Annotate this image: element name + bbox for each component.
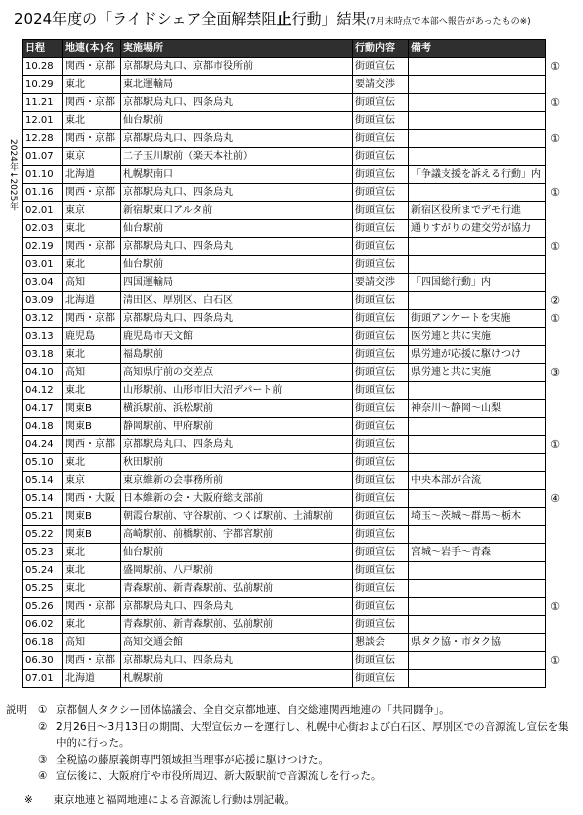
cell-action: 街頭宣伝 (353, 130, 409, 148)
cell-place: 札幌駅前 (121, 670, 353, 688)
cell-date: 03.18 (23, 346, 63, 364)
note-text: 全税協の藤原義朗専門領域担当理事が応援に駆けつけた。 (56, 753, 329, 766)
cell-action: 街頭宣伝 (353, 418, 409, 436)
footnote-mark: ※ (24, 794, 33, 806)
table-row (23, 634, 546, 652)
cell-date: 03.13 (23, 328, 63, 346)
cell-action: 街頭宣伝 (353, 580, 409, 598)
note-number: ② (38, 720, 48, 733)
cell-place: 京都駅烏丸口、四条烏丸 (121, 310, 353, 328)
cell-action: 街頭宣伝 (353, 58, 409, 76)
cell-place: 京都駅烏丸口、四条烏丸 (121, 130, 353, 148)
cell-region: 関東B (63, 526, 121, 544)
note-mark: ① (550, 95, 560, 109)
cell-action: 街頭宣伝 (353, 166, 409, 184)
header-action: 行動内容 (353, 40, 409, 58)
cell-action: 街頭宣伝 (353, 202, 409, 220)
table-body (23, 58, 546, 688)
cell-date: 05.14 (23, 490, 63, 508)
table-row (23, 544, 546, 562)
table-row (23, 562, 546, 580)
cell-action: 要請交渉 (353, 274, 409, 292)
cell-note (409, 580, 546, 598)
header-place: 実施場所 (121, 40, 353, 58)
footnote-text: 東京地連と福岡地連による音源流し行動は別記載。 (53, 794, 295, 806)
cell-date: 10.28 (23, 58, 63, 76)
cell-region: 東京 (63, 202, 121, 220)
cell-place: 日本維新の会・大阪府総支部前 (121, 490, 353, 508)
cell-region: 関東B (63, 418, 121, 436)
cell-note: 新宿区役所までデモ行進 (409, 202, 546, 220)
title-main-a: 2024年度の「ライドシェア全面解禁阻 (14, 10, 277, 28)
cell-date: 06.30 (23, 652, 63, 670)
note-mark: ③ (550, 365, 560, 379)
note-text: 京都個人タクシー団体協議会、全自交京都地連、自交総連関西地連の「共同闘争」。 (56, 704, 450, 716)
cell-note: 街頭アンケートを実施 (409, 310, 546, 328)
cell-date: 04.10 (23, 364, 63, 382)
header-date: 日程 (23, 40, 63, 58)
cell-place: 仙台駅前 (121, 220, 353, 238)
cell-note: 県労連が応援に駆けつけ (409, 346, 546, 364)
cell-region: 関西・大阪 (63, 490, 121, 508)
cell-date: 12.01 (23, 112, 63, 130)
cell-note (409, 184, 546, 202)
cell-region: 東北 (63, 256, 121, 274)
cell-note: 医労連と共に実施 (409, 328, 546, 346)
cell-action: 懇談会 (353, 634, 409, 652)
cell-note: 県労連と共に実施 (409, 364, 546, 382)
cell-place: 鹿児島市天文館 (121, 328, 353, 346)
table-header-row (23, 40, 546, 58)
cell-action: 街頭宣伝 (353, 670, 409, 688)
cell-place: 清田区、厚別区、白石区 (121, 292, 353, 310)
cell-date: 02.01 (23, 202, 63, 220)
cell-place: 朝霞台駅前、守谷駅前、つくば駅前、土浦駅前 (121, 508, 353, 526)
note-item (6, 768, 576, 785)
table-row (23, 130, 546, 148)
table-row (23, 184, 546, 202)
cell-place: 仙台駅前 (121, 544, 353, 562)
cell-note (409, 256, 546, 274)
cell-note (409, 292, 546, 310)
cell-date: 05.10 (23, 454, 63, 472)
cell-region: 東北 (63, 454, 121, 472)
cell-note (409, 148, 546, 166)
cell-place: 札幌駅南口 (121, 166, 353, 184)
cell-region: 東北 (63, 580, 121, 598)
cell-note (409, 94, 546, 112)
table-row (23, 418, 546, 436)
table-row (23, 202, 546, 220)
cell-place: 四国運輸局 (121, 274, 353, 292)
cell-note (409, 112, 546, 130)
cell-action: 街頭宣伝 (353, 346, 409, 364)
note-mark: ① (550, 185, 560, 199)
note-item (6, 719, 576, 752)
cell-place: 京都駅烏丸口、京都市役所前 (121, 58, 353, 76)
cell-date: 05.21 (23, 508, 63, 526)
table-row (23, 490, 546, 508)
cell-note (409, 670, 546, 688)
explanation-notes (6, 702, 576, 785)
table-row (23, 598, 546, 616)
cell-date: 01.10 (23, 166, 63, 184)
table-row (23, 220, 546, 238)
cell-date: 12.28 (23, 130, 63, 148)
cell-place: 二子玉川駅前（楽天本社前） (121, 148, 353, 166)
cell-date: 02.03 (23, 220, 63, 238)
table-row (23, 382, 546, 400)
cell-note: 宮城～岩手～青森 (409, 544, 546, 562)
table-row (23, 58, 546, 76)
cell-place: 青森駅前、新青森駅前、弘前駅前 (121, 616, 353, 634)
cell-place: 盛岡駅前、八戸駅前 (121, 562, 353, 580)
table-row (23, 364, 546, 382)
note-item (6, 752, 576, 769)
note-mark: ① (550, 59, 560, 73)
cell-date: 05.26 (23, 598, 63, 616)
cell-action: 街頭宣伝 (353, 490, 409, 508)
cell-region: 北海道 (63, 670, 121, 688)
table-row (23, 400, 546, 418)
cell-date: 05.14 (23, 472, 63, 490)
cell-action: 街頭宣伝 (353, 328, 409, 346)
cell-region: 関西・京都 (63, 652, 121, 670)
cell-date: 03.01 (23, 256, 63, 274)
cell-date: 06.02 (23, 616, 63, 634)
table-row (23, 112, 546, 130)
cell-action: 街頭宣伝 (353, 400, 409, 418)
note-mark: ② (550, 293, 560, 307)
cell-place: 京都駅烏丸口、四条烏丸 (121, 652, 353, 670)
cell-region: 関東B (63, 400, 121, 418)
table-row (23, 292, 546, 310)
cell-note (409, 652, 546, 670)
cell-date: 05.24 (23, 562, 63, 580)
note-number: ③ (38, 753, 48, 766)
cell-region: 東北 (63, 112, 121, 130)
cell-region: 東京 (63, 148, 121, 166)
cell-place: 新宿駅東口アルタ前 (121, 202, 353, 220)
cell-note: 「争議支援を訴える行動」内 (409, 166, 546, 184)
cell-action: 街頭宣伝 (353, 436, 409, 454)
table-row (23, 166, 546, 184)
cell-region: 関西・京都 (63, 94, 121, 112)
cell-note: 埼玉～茨城～群馬～栃木 (409, 508, 546, 526)
cell-date: 10.29 (23, 76, 63, 94)
note-mark: ① (550, 311, 560, 325)
cell-note (409, 418, 546, 436)
cell-action: 街頭宣伝 (353, 238, 409, 256)
cell-date: 06.18 (23, 634, 63, 652)
cell-date: 11.21 (23, 94, 63, 112)
cell-date: 01.07 (23, 148, 63, 166)
cell-place: 青森駅前、新青森駅前、弘前駅前 (121, 580, 353, 598)
cell-note (409, 436, 546, 454)
table-row (23, 616, 546, 634)
cell-action: 街頭宣伝 (353, 148, 409, 166)
cell-date: 03.12 (23, 310, 63, 328)
cell-note (409, 238, 546, 256)
table-row (23, 454, 546, 472)
title-main-c: 行動」結果 (291, 10, 367, 28)
cell-region: 東京 (63, 472, 121, 490)
cell-region: 東北 (63, 616, 121, 634)
cell-region: 関西・京都 (63, 184, 121, 202)
cell-region: 関西・京都 (63, 436, 121, 454)
cell-region: 高知 (63, 274, 121, 292)
table-row (23, 310, 546, 328)
cell-action: 街頭宣伝 (353, 616, 409, 634)
cell-note: 神奈川～静岡～山梨 (409, 400, 546, 418)
cell-place: 高知交通会館 (121, 634, 353, 652)
table-row (23, 238, 546, 256)
cell-region: 高知 (63, 634, 121, 652)
note-item (6, 702, 576, 719)
cell-action: 街頭宣伝 (353, 598, 409, 616)
cell-region: 東北 (63, 220, 121, 238)
cell-action: 街頭宣伝 (353, 94, 409, 112)
cell-date: 02.19 (23, 238, 63, 256)
cell-region: 東北 (63, 562, 121, 580)
cell-place: 仙台駅前 (121, 256, 353, 274)
cell-action: 街頭宣伝 (353, 382, 409, 400)
cell-region: 北海道 (63, 292, 121, 310)
title-sub: (7月末時点で本部へ報告があったもの※) (366, 17, 531, 27)
cell-note: 「四国総行動」内 (409, 274, 546, 292)
cell-region: 東北 (63, 346, 121, 364)
cell-place: 京都駅烏丸口、四条烏丸 (121, 238, 353, 256)
cell-region: 東北 (63, 382, 121, 400)
cell-date: 04.24 (23, 436, 63, 454)
cell-place: 東京維新の会事務所前 (121, 472, 353, 490)
title-main-b: 止 (276, 10, 292, 28)
note-text: 宣伝後に、大阪府庁や市役所周辺、新大阪駅前で音源流しを行った。 (56, 770, 382, 782)
cell-action: 街頭宣伝 (353, 292, 409, 310)
table-row (23, 94, 546, 112)
cell-action: 街頭宣伝 (353, 220, 409, 238)
table-row (23, 652, 546, 670)
header-region: 地連(本)名 (63, 40, 121, 58)
table-row (23, 436, 546, 454)
cell-region: 鹿児島 (63, 328, 121, 346)
cell-action: 街頭宣伝 (353, 184, 409, 202)
cell-note (409, 526, 546, 544)
table-row (23, 670, 546, 688)
table-row (23, 580, 546, 598)
cell-action: 街頭宣伝 (353, 652, 409, 670)
cell-note (409, 58, 546, 76)
cell-note (409, 382, 546, 400)
cell-date: 05.22 (23, 526, 63, 544)
cell-note: 通りすがりの建交労が協力 (409, 220, 546, 238)
cell-region: 関西・京都 (63, 238, 121, 256)
note-mark: ① (550, 131, 560, 145)
cell-action: 街頭宣伝 (353, 508, 409, 526)
cell-note (409, 490, 546, 508)
cell-note (409, 454, 546, 472)
cell-date: 04.12 (23, 382, 63, 400)
cell-date: 04.18 (23, 418, 63, 436)
cell-action: 街頭宣伝 (353, 472, 409, 490)
cell-place: 福島駅前 (121, 346, 353, 364)
table-row (23, 472, 546, 490)
cell-note (409, 616, 546, 634)
notes-label: 説明 (6, 704, 27, 716)
note-number: ④ (38, 770, 48, 782)
note-number: ① (38, 704, 48, 716)
cell-place: 高崎駅前、前橋駅前、宇都宮駅前 (121, 526, 353, 544)
cell-region: 関西・京都 (63, 310, 121, 328)
cell-note (409, 562, 546, 580)
cell-place: 仙台駅前 (121, 112, 353, 130)
table-row (23, 328, 546, 346)
cell-action: 街頭宣伝 (353, 310, 409, 328)
cell-region: 関西・京都 (63, 58, 121, 76)
cell-note (409, 598, 546, 616)
cell-place: 東北運輸局 (121, 76, 353, 94)
cell-place: 高知県庁前の交差点 (121, 364, 353, 382)
cell-action: 街頭宣伝 (353, 112, 409, 130)
cell-note: 県タク協・市タク協 (409, 634, 546, 652)
table-row (23, 76, 546, 94)
note-text: 2月26日～3月13日の期間、大型宣伝カーを運行し、札幌中心街および白石区、厚別区での音源流し宣伝を集中的に行った。 (56, 720, 569, 749)
cell-action: 街頭宣伝 (353, 256, 409, 274)
cell-region: 高知 (63, 364, 121, 382)
cell-note (409, 76, 546, 94)
footnote (24, 792, 295, 807)
cell-region: 東北 (63, 544, 121, 562)
cell-place: 京都駅烏丸口、四条烏丸 (121, 436, 353, 454)
cell-place: 秋田駅前 (121, 454, 353, 472)
cell-action: 街頭宣伝 (353, 544, 409, 562)
cell-note: 中央本部が合流 (409, 472, 546, 490)
note-mark: ① (550, 437, 560, 451)
cell-place: 京都駅烏丸口、四条烏丸 (121, 184, 353, 202)
cell-place: 横浜駅前、浜松駅前 (121, 400, 353, 418)
cell-date: 07.01 (23, 670, 63, 688)
cell-date: 05.23 (23, 544, 63, 562)
table-row (23, 256, 546, 274)
cell-place: 京都駅烏丸口、四条烏丸 (121, 598, 353, 616)
cell-action: 街頭宣伝 (353, 526, 409, 544)
cell-date: 05.25 (23, 580, 63, 598)
cell-region: 関西・京都 (63, 130, 121, 148)
table-row (23, 508, 546, 526)
note-mark: ① (550, 599, 560, 613)
cell-region: 北海道 (63, 166, 121, 184)
cell-date: 03.09 (23, 292, 63, 310)
cell-note (409, 130, 546, 148)
cell-region: 関東B (63, 508, 121, 526)
header-note: 備考 (409, 40, 546, 58)
cell-place: 京都駅烏丸口、四条烏丸 (121, 94, 353, 112)
table-row (23, 148, 546, 166)
cell-action: 街頭宣伝 (353, 454, 409, 472)
cell-date: 04.17 (23, 400, 63, 418)
year-range-label: 2024年↓2025年 (8, 139, 18, 211)
note-mark: ① (550, 239, 560, 253)
table-row (23, 526, 546, 544)
cell-action: 街頭宣伝 (353, 562, 409, 580)
note-mark: ① (550, 653, 560, 667)
cell-date: 01.16 (23, 184, 63, 202)
action-table (22, 39, 546, 688)
table-row (23, 274, 546, 292)
cell-region: 東北 (63, 76, 121, 94)
cell-action: 要請交渉 (353, 76, 409, 94)
cell-place: 山形駅前、山形市旧大沼デパート前 (121, 382, 353, 400)
cell-action: 街頭宣伝 (353, 364, 409, 382)
table-row (23, 346, 546, 364)
cell-date: 03.04 (23, 274, 63, 292)
page-title (14, 8, 579, 33)
note-mark: ④ (550, 491, 560, 505)
cell-place: 静岡駅前、甲府駅前 (121, 418, 353, 436)
cell-region: 関西・京都 (63, 598, 121, 616)
